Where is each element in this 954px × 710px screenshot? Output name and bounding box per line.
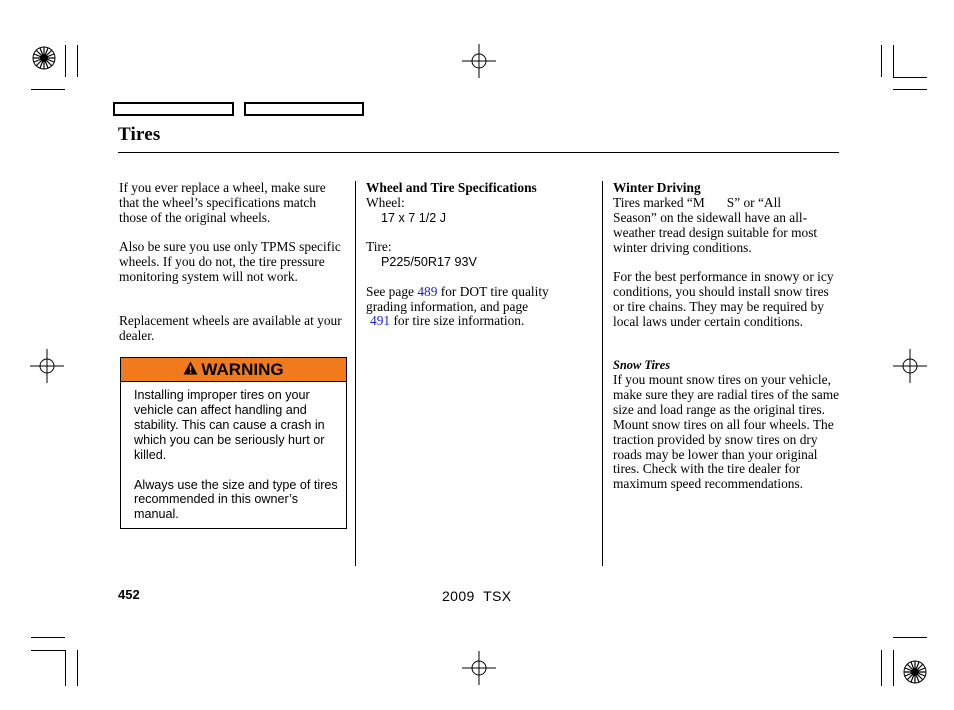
col1-para-replace-wheel: If you ever replace a wheel, make sure that the wheel’s specifications match those of the original wheels. <box>119 180 326 225</box>
warning-body <box>134 388 339 537</box>
footer-model: 2009 TSX <box>442 588 512 604</box>
registration-crosshair-icon <box>462 651 496 685</box>
header-rule <box>118 152 839 153</box>
page-link-489[interactable]: 489 <box>417 284 438 299</box>
col3-para3: If you mount snow tires on your vehicle, make sure they are radial tires of the same size and load range as the original tires. Mount snow tires on all four wheels. The traction provided by snow tires on dry roads may be lower than your original tires. Check with the tire dealer for maximum speed recommendations. <box>613 372 840 492</box>
snow-tires-subheading: Snow Tires <box>613 358 671 372</box>
see-page-line-3 <box>370 314 602 329</box>
col3-para1-rest: Season” on the sidewall have an all-weather tread design suitable for most winter driving conditions. <box>613 210 818 255</box>
page-number: 452 <box>118 587 140 602</box>
col3-para2: For the best performance in snowy or icy conditions, you should install snow tires or tire chains. They may be required by local laws under certain conditions. <box>613 269 834 329</box>
registration-sunburst-icon <box>903 660 927 684</box>
tire-label: Tire: <box>366 239 392 254</box>
see-page-suffix: for tire size information. <box>393 313 525 328</box>
col1-para-tpms: Also be sure you use only TPMS specific wheels. If you do not, the tire pressure monitoring system will not work. <box>119 239 341 284</box>
page-link-491[interactable]: 491 <box>370 313 391 328</box>
header-tab-blank <box>244 102 364 116</box>
col1-para-dealer: Replacement wheels are available at your dealer. <box>119 313 342 343</box>
column-divider <box>602 181 603 566</box>
tires-marked-text: Tires marked “M <box>613 195 705 210</box>
all-season-text: S” or “All <box>726 195 782 210</box>
see-page-line-1 <box>366 285 598 300</box>
column-divider <box>355 181 356 566</box>
warning-label: WARNING <box>201 359 284 379</box>
see-page-middle-1: for DOT tire quality <box>440 284 549 299</box>
warning-triangle-icon <box>183 360 198 380</box>
warning-box <box>120 357 347 529</box>
registration-crosshair-icon <box>30 349 64 383</box>
tire-value: P225/50R17 93V <box>381 255 477 269</box>
wheel-value: 17 x 7 1/2 J <box>381 211 447 225</box>
header-tab-blank <box>113 102 234 116</box>
see-page-prefix: See page <box>366 284 414 299</box>
col3-heading: Winter Driving <box>613 180 701 195</box>
registration-crosshair-icon <box>893 349 927 383</box>
page-title: Tires <box>118 124 161 145</box>
col2-heading: Wheel and Tire Specifications <box>366 180 537 195</box>
warning-text-1: Installing improper tires on your vehicle can affect handling and stability. This can cause a crash in which you can be seriously hurt or killed. <box>134 388 325 462</box>
wheel-label: Wheel: <box>366 195 405 210</box>
registration-crosshair-icon <box>462 44 496 78</box>
registration-sunburst-icon <box>32 46 56 70</box>
warning-text-2: Always use the size and type of tires recommended in this owner’s manual. <box>134 477 338 522</box>
warning-header <box>121 358 346 382</box>
see-page-line-2: grading information, and page <box>366 299 529 314</box>
col3-para1-line1 <box>613 196 838 211</box>
